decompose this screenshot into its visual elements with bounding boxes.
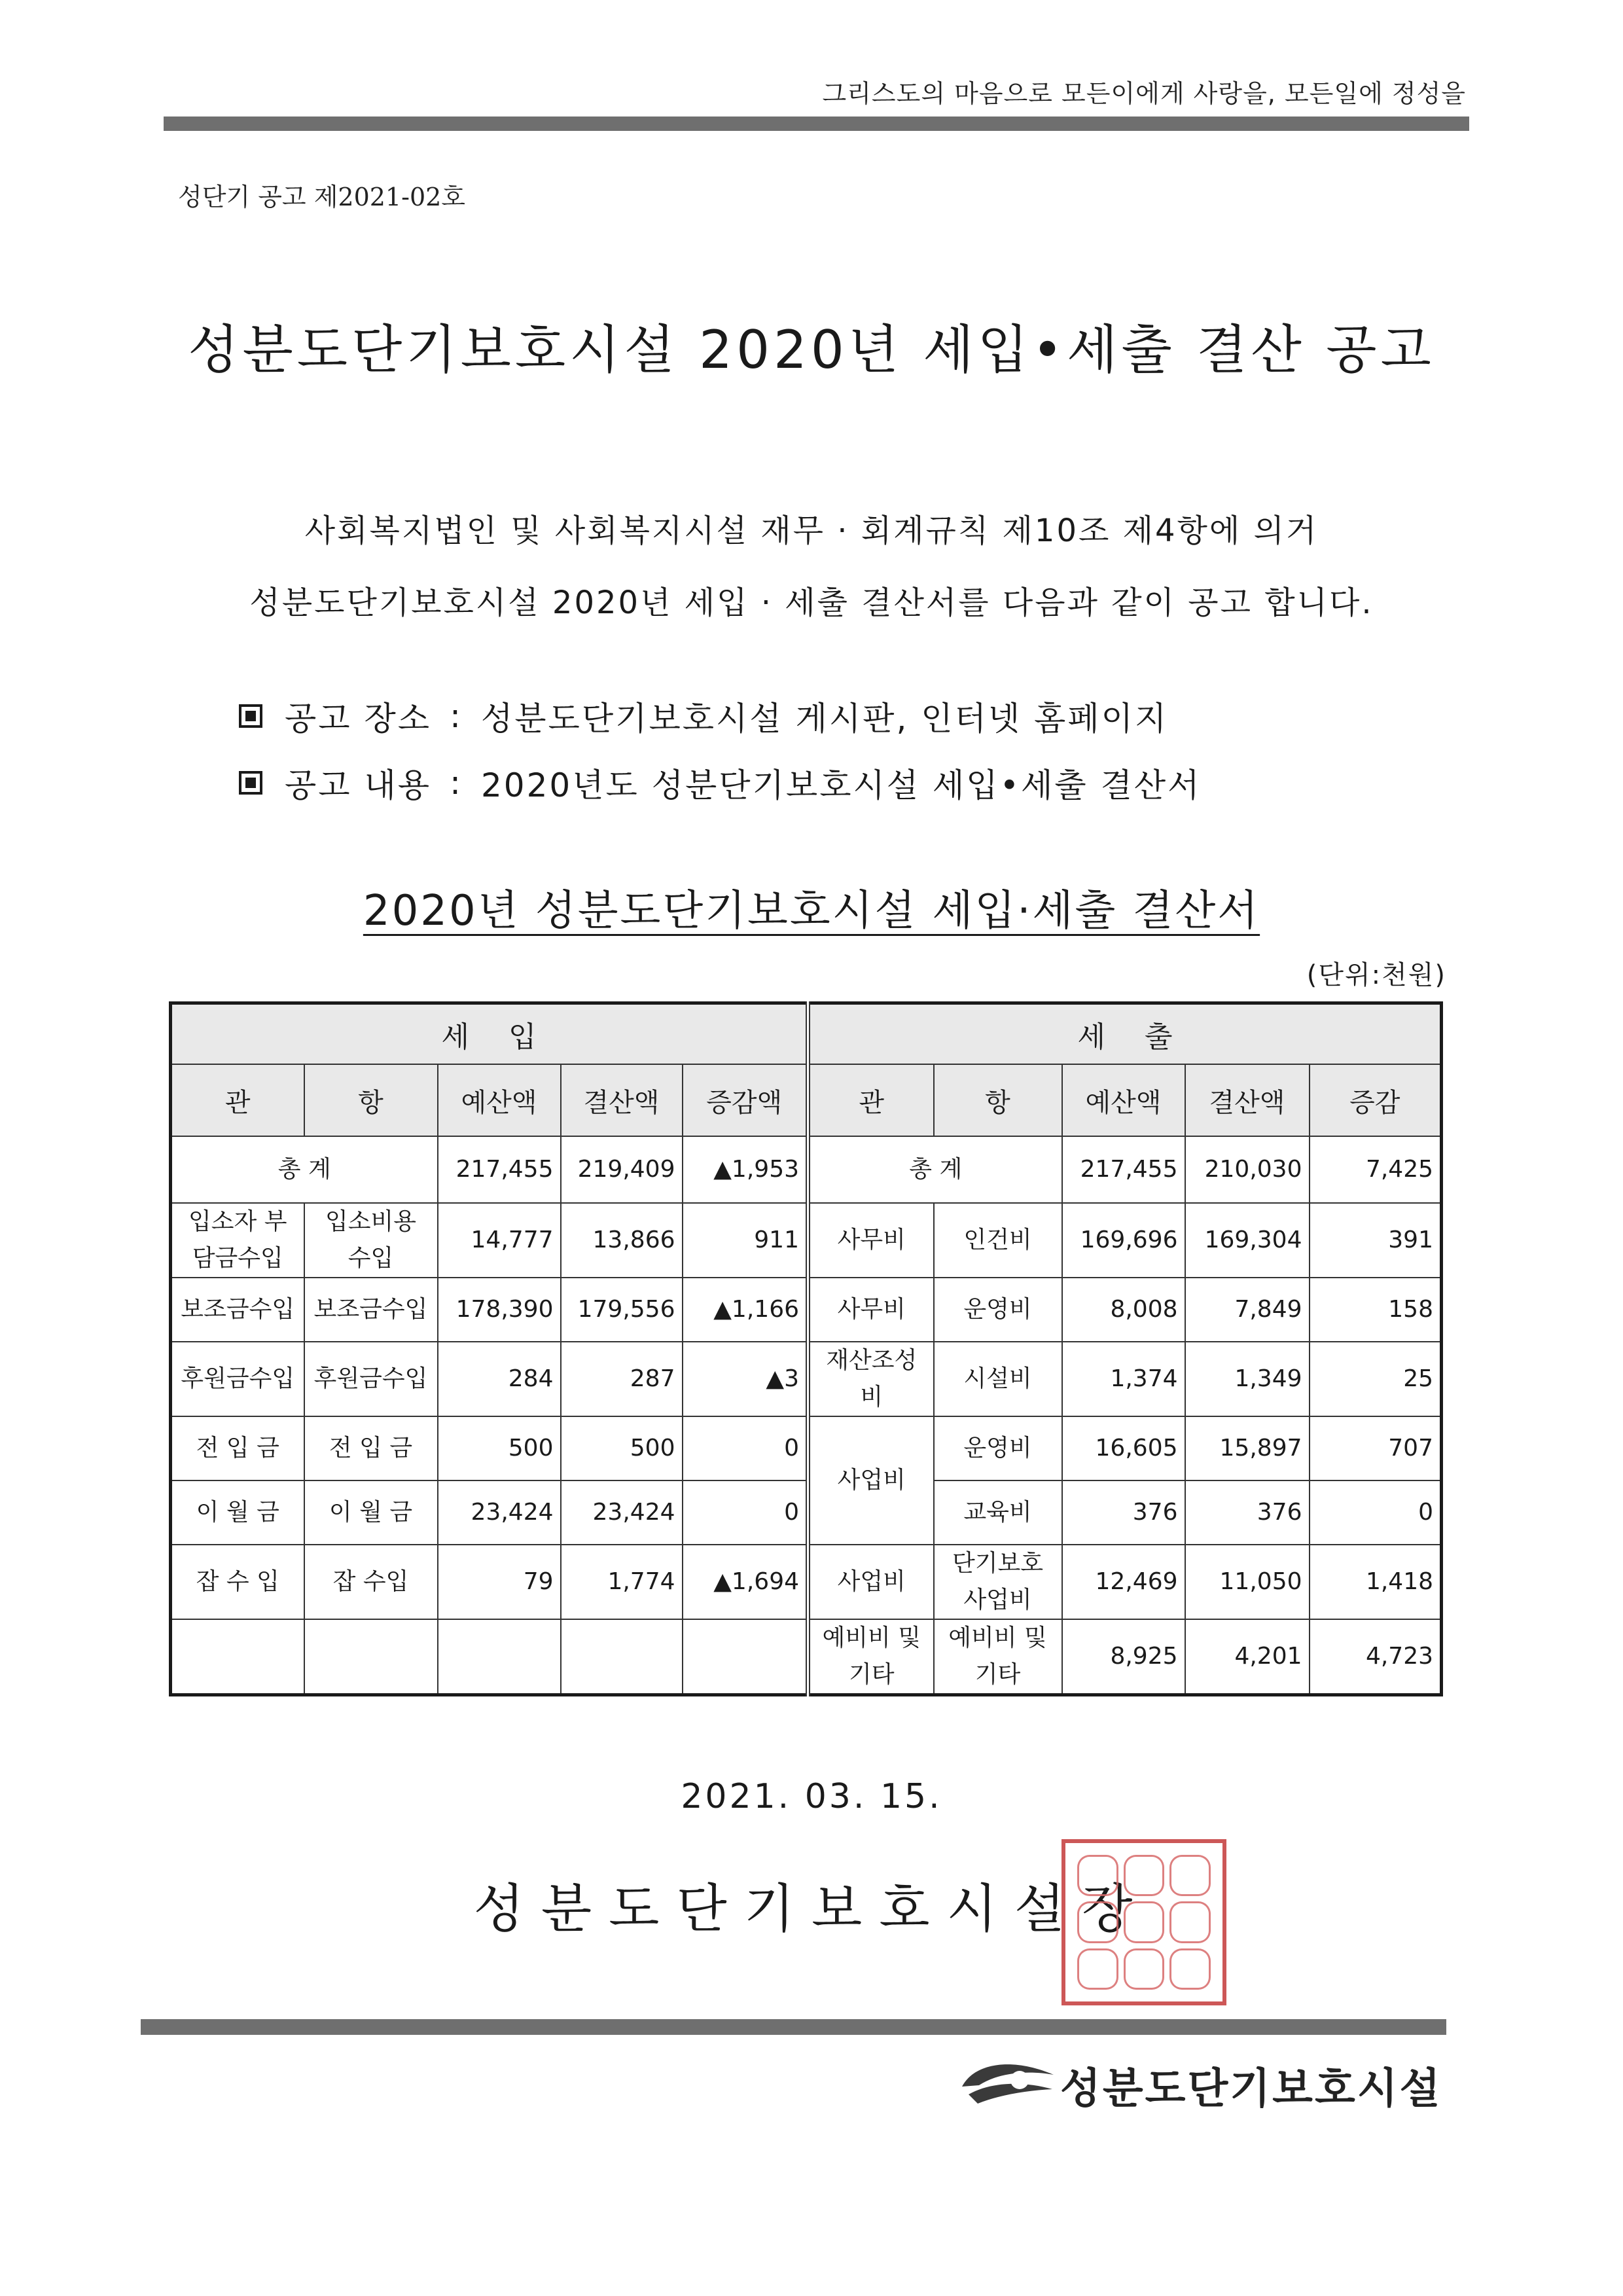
table-cell: 인건비 [934,1203,1062,1278]
table-title [0,877,1623,937]
table-row [171,1203,1442,1278]
table-cell: 169,304 [1185,1203,1310,1278]
table-cell: 16,605 [1062,1416,1185,1480]
table-cell: ▲1,694 [683,1545,808,1619]
table-cell: 시설비 [934,1342,1062,1416]
table-title-text: 2020년 성분도단기보호시설 세입·세출 결산서 [363,887,1260,935]
table-row [171,1416,1442,1480]
table-cell: 169,696 [1062,1203,1185,1278]
table-cell: 사무비 [808,1203,934,1278]
table-cell [304,1619,438,1695]
table-cell: 15,897 [1185,1416,1310,1480]
table-cell [438,1619,561,1695]
table-cell: 4,201 [1185,1619,1310,1695]
footer-org-name: 성분도단기보호시설 [1060,2065,1442,2113]
table-cell: 210,030 [1185,1136,1310,1203]
table-cell: 287 [561,1342,683,1416]
notice-content-colon: : [450,764,463,802]
expense-header: 세출 [808,1003,1442,1065]
table-cell: 입소비용 수입 [304,1203,438,1278]
table-cell: 8,925 [1062,1619,1185,1695]
table-cell: 284 [438,1342,561,1416]
table-cell: 잡 수 입 [171,1545,304,1619]
notice-place-label: 공고 장소 [285,700,432,738]
table-cell: 4,723 [1310,1619,1442,1695]
table-cell: 잡 수입 [304,1545,438,1619]
signature-line: 성분도단기보호시설장 [473,1878,1150,1939]
table-cell: 7,849 [1185,1278,1310,1342]
table-cell: 14,777 [438,1203,561,1278]
table-cell: 사업비 [808,1416,934,1545]
table-cell: 보조금수입 [304,1278,438,1342]
header-motto: 그리스도의 마음으로 모든이에게 사랑을, 모든일에 정성을 [822,79,1466,108]
column-header: 증감 [1310,1064,1442,1136]
table-cell: 11,050 [1185,1545,1310,1619]
notice-content-row [239,759,1201,806]
table-cell: 재산조성비 [808,1342,934,1416]
table-cell: 8,008 [1062,1278,1185,1342]
notice-place-row [239,692,1168,740]
table-cell: 79 [438,1545,561,1619]
table-cell: ▲1,166 [683,1278,808,1342]
table-cell: 총 계 [171,1136,438,1203]
table-cell: 이 월 금 [171,1480,304,1545]
footer-divider [141,2019,1446,2035]
official-seal-icon [1061,1839,1226,2005]
document-date: 2021. 03. 15. [681,1777,942,1816]
table-cell: 전 입 금 [171,1416,304,1480]
intro-line-2: 성분도단기보호시설 2020년 세입 · 세출 결산서를 다음과 같이 공고 합니다. [249,584,1374,621]
table-row [171,1480,1442,1545]
column-header: 결산액 [1185,1064,1310,1136]
table-row [171,1619,1442,1695]
table-cell: 1,349 [1185,1342,1310,1416]
table-cell: 158 [1310,1278,1442,1342]
table-cell: 1,374 [1062,1342,1185,1416]
column-header: 관 [808,1064,934,1136]
table-cell: 391 [1310,1203,1442,1278]
table-cell: 25 [1310,1342,1442,1416]
square-bullet-icon [239,771,262,795]
notice-number: 성단기 공고 제2021-02호 [178,183,466,211]
intro-line-1: 사회복지법인 및 사회복지시설 재무 · 회계규칙 제10조 제4항에 의거 [304,512,1319,549]
table-cell: 0 [1310,1480,1442,1545]
table-cell [561,1619,683,1695]
table-cell: 911 [683,1203,808,1278]
table-cell: 500 [561,1416,683,1480]
table-cell: 217,455 [438,1136,561,1203]
table-row [171,1545,1442,1619]
table-cell: 178,390 [438,1278,561,1342]
column-header: 결산액 [561,1064,683,1136]
table-row [171,1342,1442,1416]
table-cell: 1,774 [561,1545,683,1619]
square-bullet-icon [239,704,262,728]
table-cell: 13,866 [561,1203,683,1278]
table-cell: 총 계 [808,1136,1062,1203]
table-row-total [171,1136,1442,1203]
settlement-table [169,1001,1443,1696]
table-cell: 이 월 금 [304,1480,438,1545]
header-divider [164,117,1469,131]
table-cell: 사무비 [808,1278,934,1342]
table-cell: 보조금수입 [171,1278,304,1342]
table-cell [683,1619,808,1695]
organization-logo-icon [955,2049,1060,2114]
table-cell: 0 [683,1416,808,1480]
table-cell: ▲1,953 [683,1136,808,1203]
document-title: 성분도단기보호시설 2020년 세입•세출 결산 공고 [188,319,1435,380]
table-cell: 23,424 [561,1480,683,1545]
table-cell: 0 [683,1480,808,1545]
table-cell: 운영비 [934,1278,1062,1342]
notice-place-colon: : [450,697,463,735]
table-cell: 707 [1310,1416,1442,1480]
table-cell: 후원금수입 [171,1342,304,1416]
table-cell: 예비비 및 기타 [808,1619,934,1695]
table-cell: 사업비 [808,1545,934,1619]
table-cell: 7,425 [1310,1136,1442,1203]
column-header: 예산액 [1062,1064,1185,1136]
table-cell [171,1619,304,1695]
table-cell: 1,418 [1310,1545,1442,1619]
table-cell: ▲3 [683,1342,808,1416]
table-cell: 500 [438,1416,561,1480]
column-header: 항 [934,1064,1062,1136]
table-cell: 입소자 부담금수입 [171,1203,304,1278]
notice-place-value: 성분도단기보호시설 게시판, 인터넷 홈페이지 [480,700,1169,738]
unit-label: (단위:천원) [1306,960,1446,990]
table-cell: 23,424 [438,1480,561,1545]
table-cell: 219,409 [561,1136,683,1203]
notice-content-value: 2020년도 성분단기보호시설 세입•세출 결산서 [480,766,1202,804]
table-cell: 12,469 [1062,1545,1185,1619]
notice-content-label: 공고 내용 [285,766,432,804]
table-cell: 376 [1185,1480,1310,1545]
revenue-header: 세입 [171,1003,808,1065]
table-cell: 운영비 [934,1416,1062,1480]
column-header: 증감액 [683,1064,808,1136]
column-header: 예산액 [438,1064,561,1136]
table-cell: 예비비 및 기타 [934,1619,1062,1695]
column-header: 항 [304,1064,438,1136]
table-cell: 교육비 [934,1480,1062,1545]
table-cell: 376 [1062,1480,1185,1545]
table-cell: 217,455 [1062,1136,1185,1203]
table-cell: 179,556 [561,1278,683,1342]
table-cell: 단기보호 사업비 [934,1545,1062,1619]
table-cell: 후원금수입 [304,1342,438,1416]
table-row [171,1278,1442,1342]
column-header: 관 [171,1064,304,1136]
table-cell: 전 입 금 [304,1416,438,1480]
